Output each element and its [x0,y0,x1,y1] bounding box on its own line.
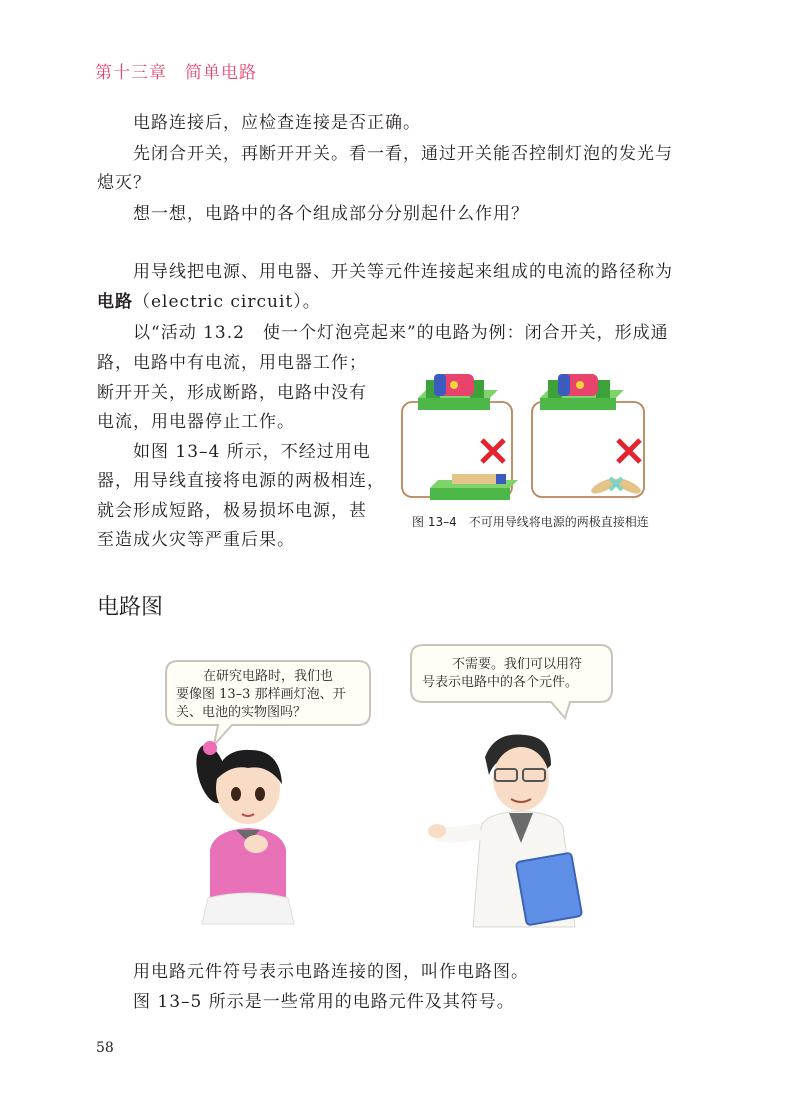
para1-line1: 电路连接后，应检查连接是否正确。 [133,113,421,133]
battery-right [540,374,624,410]
wire-short-left [430,474,518,500]
para5-line1: 用电路元件符号表示电路连接的图，叫作电路图。 [133,962,529,982]
page-number: 58 [96,1040,114,1056]
para4-line4: 至造成火灾等严重后果。 [97,530,295,550]
girl-bubble-line3: 关、电池的实物图吗？ [176,705,307,720]
figure-13-4 [390,370,670,510]
cross-icon [618,440,640,462]
chapter-header: 第十三章 简单电路 [95,63,257,83]
para4-line1: 如图 13–4 所示，不经过用电 [133,442,371,462]
girl-bubble-line1: 在研究电路时，我们也 [203,669,334,684]
para2-line1: 用导线把电源、用电器、开关等元件连接起来组成的电流的路径称为 [133,262,673,282]
para3-line1: 以“活动 13.2 使一个灯泡亮起来”的电路为例：闭合开关，形成通 [133,323,669,343]
section-title: 电路图 [97,595,164,620]
battery-left [418,374,498,410]
teacher-illustration [425,727,615,932]
teacher-bubble-line1: 不需要。我们可以用符 [452,657,583,672]
girl-illustration [190,738,310,928]
para1-line3: 熄灭？ [97,173,151,193]
para3-line2: 路，电路中有电流，用电器工作； [97,353,367,373]
para4-line3: 就会形成短路，极易损坏电源，甚 [97,501,367,521]
para1-line2: 先闭合开关，再断开开关。看一看，通过开关能否控制灯泡的发光与 [133,144,673,164]
para3-line4: 电流，用电器停止工作。 [97,412,295,432]
teacher-bubble-line2: 号表示电路中的各个元件。 [422,675,579,690]
para1-line4: 想一想，电路中的各个组成部分分别起什么作用？ [133,204,529,224]
circuit-right [532,374,644,497]
para4-line2: 器，用导线直接将电源的两极相连， [97,471,385,491]
para5-line2: 图 13–5 所示是一些常用的电路元件及其符号。 [133,992,515,1012]
cross-icon [482,440,504,462]
para3-line3: 断开开关，形成断路，电路中没有 [97,383,367,403]
para2-line2 [97,287,321,317]
figure-caption: 图 13–4 不可用导线将电源的两极直接相连 [412,515,649,529]
term-circuit: 电路 [97,292,133,312]
wire-clips-right [589,476,643,497]
term-circuit-en: （electric circuit）。 [133,292,321,312]
girl-bubble-line2: 要像图 13–3 那样画灯泡、开 [176,687,346,702]
circuit-left [402,374,518,500]
